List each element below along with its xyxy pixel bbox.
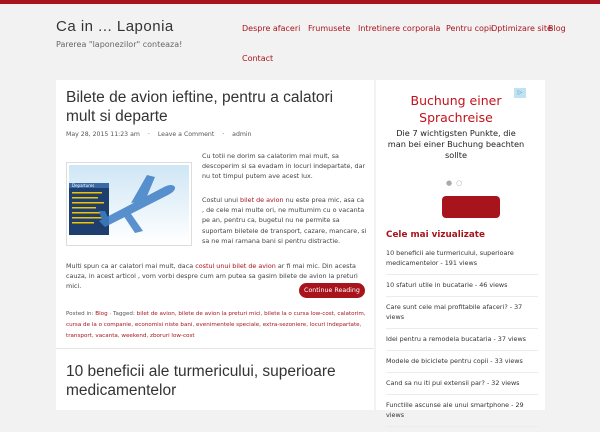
list-item[interactable]: 10 sfaturi utile in bucatarie - 46 views (386, 280, 538, 297)
sidebar (376, 80, 545, 419)
tag-link[interactable]: extra-sezoniere (262, 321, 307, 328)
post-divider (56, 348, 374, 349)
ad-carousel-dots[interactable]: ●○ (446, 179, 467, 187)
list-item[interactable]: Idei pentru a remodela bucataria - 37 views (386, 334, 538, 351)
tag-link[interactable]: transport (66, 332, 92, 339)
popular-posts-list (386, 248, 538, 432)
list-item[interactable]: 10 beneficii ale turmericului, superioare medicamentelor - 191 views (386, 248, 538, 275)
nav-item-frumusete[interactable]: Frumusete (308, 24, 351, 33)
list-item[interactable]: Care sunt cele mai profitabile afaceri? - 37 views (386, 302, 538, 329)
post-paragraph-3: Multi spun ca ar calatori mai mult, daca costul unui bilet de avion ar fi mai mic. Din acesta cauza, in acest articol , vom vorbi despre cum am putea sa gasim bilete de avion la preturi mici. (66, 262, 358, 291)
post-paragraph-2: Costul unui bilet de avion nu este prea mic, asa ca , de cele mai multe ori, ne multumim cu o vacanta pe an, pentru ca, bugetul nu ne permite sa suportam biletele de transport, cazare, mancare, si sa ne mai ramana bani si pentru distractie. (202, 196, 367, 245)
ad-body: Die 7 wichtigsten Punkte, die man bei einer Buchung beachten sollte (387, 128, 525, 160)
tag-link[interactable]: bilete de avion la preturi mici (178, 311, 261, 317)
bilet-de-avion-link[interactable]: bilet de avion (240, 196, 284, 204)
post-title[interactable]: 10 beneficii ale turmericului, superioare medicamentelor (66, 363, 336, 399)
tag-link[interactable]: bilete la o cursa low-cost (264, 311, 334, 317)
meta-separator: · (147, 131, 150, 138)
costul-bilet-link[interactable]: costul unui bilet de avion (195, 262, 276, 270)
posted-in-label: Posted in: (66, 311, 94, 317)
tag-link[interactable]: zboruri low-cost (150, 332, 195, 339)
tag-link[interactable]: locuri indepartate (309, 321, 360, 328)
post-taxonomy: Posted in: Blog · Tagged: bilet de avion, bilete de avion la preturi mici, bilete la o cursa low-cost, calatorim, cursa de la o companie, economisi niste bani, evenimentele speciale, extra-sezoniere, locuri indepartate, transport, vacanta, weekend, zboruri low-cost (66, 311, 366, 339)
adchoices-icon[interactable]: ▷ (514, 88, 526, 98)
site-description: Parerea "laponezilor" conteaza! (56, 40, 183, 49)
popular-posts-title: Cele mai vizualizate (386, 230, 485, 240)
tag-link[interactable]: weekend (121, 332, 147, 339)
ad-headline[interactable]: Buchung einer Sprachreise (410, 93, 502, 125)
leave-comment-link[interactable]: Leave a Comment (157, 131, 215, 138)
nav-item-pentru-copii[interactable]: Pentru copii (446, 24, 494, 33)
nav-item-blog[interactable]: Blog (548, 24, 566, 33)
tag-link[interactable]: calatorim (337, 311, 364, 317)
tag-link[interactable]: evenimentele speciale (196, 321, 260, 328)
nav-item-despre-afaceri[interactable]: Despre afaceri (242, 24, 301, 33)
airplane-departures-image (69, 165, 189, 243)
nav-item-contact[interactable]: Contact (242, 54, 274, 63)
tag-link[interactable]: vacanta (95, 332, 118, 339)
list-item[interactable]: Modele de biciclete pentru copii - 33 views (386, 356, 538, 373)
ad-banner[interactable] (386, 88, 526, 194)
nav-item-optimizare-site[interactable]: Optimizare site (491, 24, 552, 33)
list-item[interactable]: Cand sa nu iti pui extensii par? - 32 views (386, 378, 538, 395)
ad-cta-button[interactable] (442, 196, 500, 218)
post-paragraph-1: Cu totii ne dorim sa calatorim mai mult, sa descoperim si sa evadam in locuri indepartate, dar nu tot timpul putem ave acest lux. (202, 152, 366, 181)
post-meta (66, 131, 258, 138)
site-header (0, 4, 600, 76)
post-author[interactable]: admin (232, 131, 252, 138)
list-item[interactable]: Functiile ascunse ale unui smartphone - 29 views (386, 400, 538, 427)
post-thumbnail[interactable] (66, 162, 192, 246)
tag-link[interactable]: bilet de avion (136, 311, 175, 317)
tag-link[interactable]: economisi niste bani (134, 321, 193, 328)
tagged-label: Tagged: (112, 311, 135, 317)
category-link[interactable]: Blog (95, 311, 108, 317)
continue-reading-button[interactable]: Continue Reading (299, 283, 365, 298)
post-date: May 28, 2015 11:23 am (66, 131, 140, 138)
tag-link[interactable]: cursa de la o companie (66, 321, 132, 328)
departures-board-label: Departures (72, 183, 95, 188)
post-title[interactable]: Bilete de avion ieftine, pentru a calatori mult si departe (66, 89, 334, 125)
main-content (56, 80, 374, 410)
meta-separator: · (222, 131, 225, 138)
site-title[interactable]: Ca in ... Laponia (56, 18, 174, 35)
nav-item-intretinere-corporala[interactable]: Intretinere corporala (358, 24, 441, 33)
